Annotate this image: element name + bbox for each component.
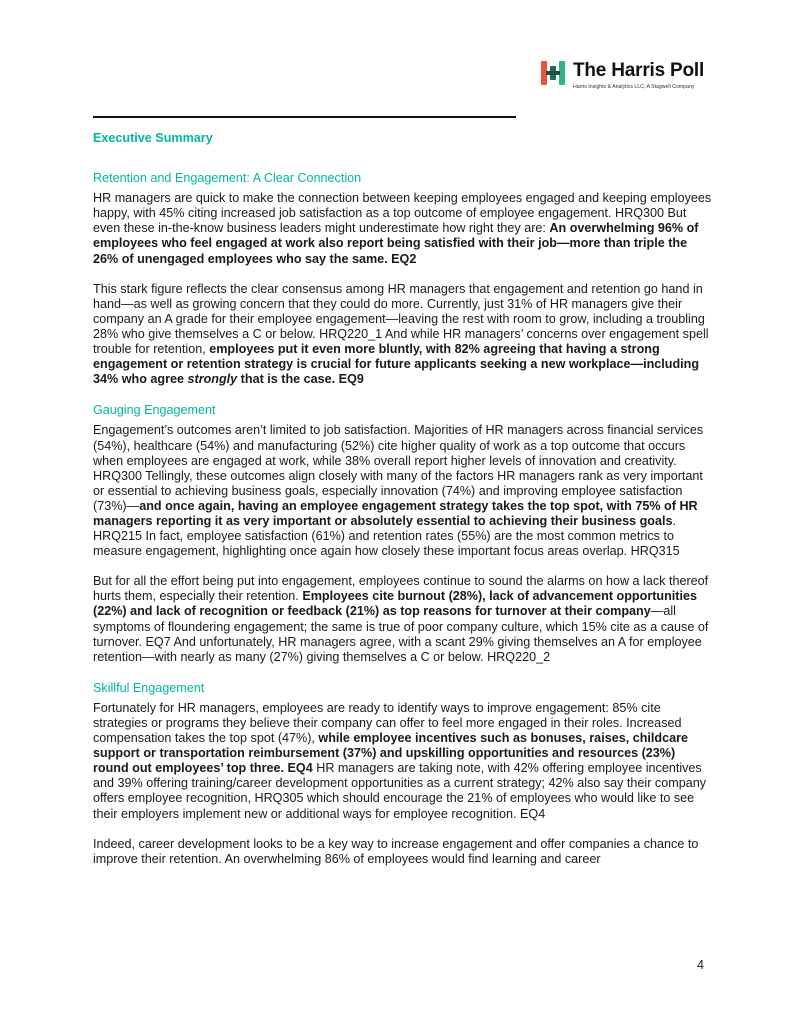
- text-run: Engagement’s outcomes aren’t limited to job satisfaction. Majorities of HR managers across financial services (54%), healthcare (54%) and manufacturing (52%) cite higher quality of work as a top outcome that occurs when employees are engaged at work, while 38% overall report higher levels of innovation and creativity. HRQ300 Tellingly, these outcomes align closely with many of the factors HR managers rank as very important or essential to achieving business goals, especially innovation (74%) and improving employee satisfaction (73%)—: [93, 423, 704, 513]
- header-rule: [93, 116, 516, 118]
- body-paragraph: [93, 574, 713, 665]
- page-number: 4: [697, 958, 705, 972]
- text-run: HR managers are taking note, with 42% offering employee incentives and 39% offering training/career development opportunities as a current strategy; 42% also say their company offers employee recognition, HRQ305 which should encourage the 21% of employees who would like to see their employers implement new or additional ways for employee recognition. EQ4: [93, 761, 707, 821]
- section-heading: Retention and Engagement: A Clear Connection: [93, 171, 362, 186]
- document-body: [93, 131, 713, 867]
- text-run: . HRQ215 In fact, employee satisfaction (61%) and retention rates (55%) are the most common metrics to measure engagement, highlighting once again how closely these important focus areas overlap. HRQ315: [93, 513, 680, 559]
- text-run: Indeed, career development looks to be a key way to increase engagement and offer companies a chance to improve their retention. An overwhelming 86% of employees would find learning and career: [93, 836, 699, 866]
- logo-name: The Harris Poll: [573, 60, 705, 81]
- sections-container: [93, 171, 713, 867]
- bold-text-run: An overwhelming 96% of employees who feel engaged at work also report being satisfied with their job—more than triple the 26% of unengaged employees who say the same. EQ2: [93, 221, 699, 266]
- section-heading: Skillful Engagement: [93, 680, 205, 695]
- text-run: This stark figure reflects the clear consensus among HR managers that engagement and retention go hand in hand—as well as growing concern that they could do more. Currently, just 31% of HR managers give their company an A grade for their employee engagement—leaving the rest with room to grow, including a troubling 28% who give themselves a C or below. HRQ220_1 And while HR managers’ concerns over engagement spell trouble for retention,: [93, 281, 709, 357]
- bold-text-run: and once again, having an employee engagement strategy takes the top spot, with 75% of HR managers reporting it as very important or absolutely essential to achieving their business goals: [93, 498, 698, 528]
- section-heading: Gauging Engagement: [93, 403, 216, 418]
- emphasis-text: strongly: [187, 372, 238, 387]
- bold-text-run: while employee incentives such as bonuses, raises, childcare support or transportation reimbursement (37%) and upskilling opportunities and resources (23%) round out employees’ top three. EQ4: [93, 731, 689, 776]
- body-paragraph: [93, 282, 713, 388]
- logo-tagline: Harris Insights & Analytics LLC, A Stagwell Company: [573, 84, 695, 90]
- text-run: HR managers are quick to make the connection between keeping employees engaged and keeping employees happy, with 45% citing increased job satisfaction as a top outcome of employee engagement. HRQ300 But even these in-the-know business leaders might underestimate how right they are:: [93, 191, 712, 236]
- bold-text-run: employees put it even more bluntly, with 82% agreeing that having a strong engagement or retention strategy is crucial for future applicants seeking a new workplace—including 34% who agree: [93, 342, 700, 387]
- body-paragraph: [93, 191, 713, 266]
- harris-poll-logo-mark-icon: [541, 60, 565, 86]
- body-paragraph: [93, 837, 713, 867]
- text-run: Fortunately for HR managers, employees are ready to identify ways to improve engagement: 85% cite strategies or programs they believe their company can offer to feel more engaged in their roles. Increased compensation takes the top spot (47%),: [93, 700, 682, 746]
- bold-text-run: [188, 372, 238, 386]
- bold-text-run: that is the case. EQ9: [237, 372, 364, 387]
- page-title: Executive Summary: [93, 131, 213, 145]
- text-run: But for all the effort being put into engagement, employees continue to sound the alarms on how a lack thereof hurts them, especially their retention.: [93, 574, 709, 604]
- bold-text-run: Employees cite burnout (28%), lack of advancement opportunities (22%) and lack of recognition or feedback (21%) as top reasons for turnover at their company: [93, 589, 697, 619]
- body-paragraph: [93, 701, 713, 822]
- body-paragraph: [93, 423, 713, 559]
- text-run: —all symptoms of floundering engagement; the same is true of poor company culture, which 15% cite as a cause of turnover. EQ7 And unfortunately, HR managers agree, with a scant 29% giving themselves an A for employee retention—with nearly as many (27%) giving themselves a C or below. HRQ220_2: [93, 604, 709, 664]
